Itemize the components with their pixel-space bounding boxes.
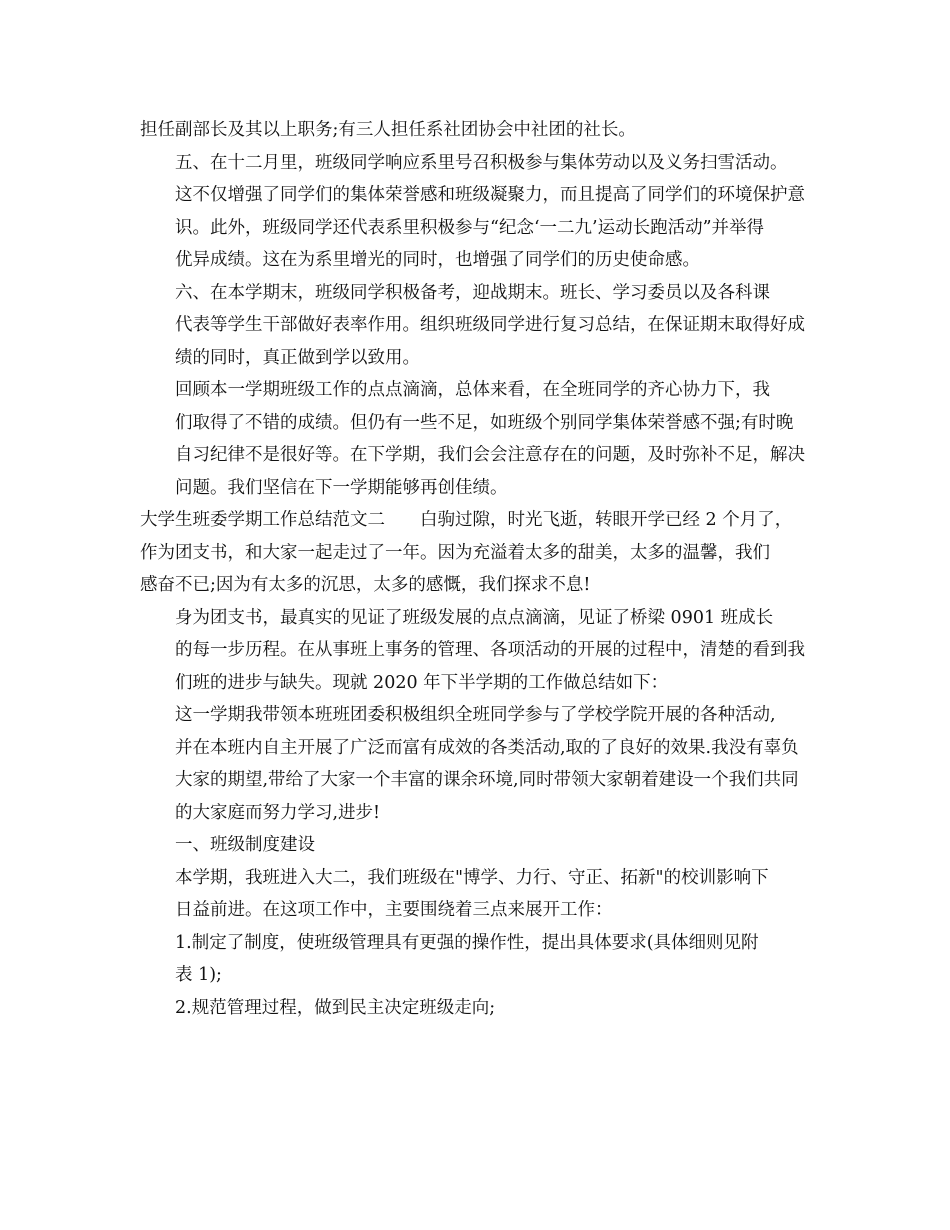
- text-line: 感奋不已;因为有太多的沉思，太多的感慨，我们探求不息!: [140, 575, 591, 595]
- paragraph: [140, 504, 812, 602]
- text-line: 担任副部长及其以上职务;有三人担任系社团协会中社团的社长。: [140, 120, 636, 140]
- text-line: 表 1);: [175, 965, 222, 985]
- text-line: 大家的期望,带给了大家一个丰富的课余环境,同时带领大家朝着建设一个我们共同: [175, 770, 799, 790]
- text-line: 1.制定了制度，使班级管理具有更强的操作性，提出具体要求(具体细则见附: [175, 932, 759, 953]
- text-line: 问题。我们坚信在下一学期能够再创佳绩。: [175, 477, 508, 498]
- text-line: 六、在本学期末，班级同学积极备考，迎战期末。班长、学习委员以及各科课: [175, 282, 770, 303]
- text-line: 作为团支书，和大家一起走过了一年。因为充溢着太多的甜美，太多的温馨，我们: [140, 542, 770, 563]
- paragraph: [140, 114, 812, 147]
- paragraph: [140, 602, 812, 700]
- text-line: 并在本班内自主开展了广泛而富有成效的各类活动,取的了良好的效果.我没有辜负: [175, 737, 799, 758]
- paragraph: [140, 699, 812, 829]
- text-line: 优异成绩。这在为系里增光的同时，也增强了同学们的历史使命感。: [175, 250, 700, 270]
- paragraph: [140, 277, 812, 375]
- text-line: 五、在十二月里，班级同学响应系里号召积极参与集体劳动以及义务扫雪活动。: [175, 152, 788, 173]
- text-line: 们取得了不错的成绩。但仍有一些不足，如班级个别同学集体荣誉感不强;有时晚: [175, 412, 794, 433]
- text-line: 大学生班委学期工作总结范文二 白驹过隙，时光飞逝，转眼开学已经 2 个月了，: [140, 510, 793, 530]
- text-line: 的每一步历程。在从事班上事务的管理、各项活动的开展的过程中，清楚的看到我: [175, 640, 805, 660]
- paragraph: [140, 927, 812, 992]
- paragraph: [140, 992, 812, 1025]
- text-line: 自习纪律不是很好等。在下学期，我们会会注意存在的问题，及时弥补不足，解决: [175, 445, 805, 465]
- text-line: 识。此外，班级同学还代表系里积极参与“纪念‘一二九’运动长跑活动”并举得: [175, 217, 765, 238]
- text-line: 的大家庭而努力学习,进步!: [175, 802, 381, 823]
- paragraph: [140, 374, 812, 504]
- text-line: 身为团支书，最真实的见证了班级发展的点点滴滴，见证了桥梁 0901 班成长: [175, 607, 774, 628]
- text-line: 们班的进步与缺失。现就 2020 年下半学期的工作做总结如下：: [175, 672, 669, 693]
- text-line: 这不仅增强了同学们的集体荣誉感和班级凝聚力，而且提高了同学们的环境保护意: [175, 185, 805, 205]
- text-line: 绩的同时，真正做到学以致用。: [175, 347, 420, 368]
- paragraph: [140, 147, 812, 277]
- document-body: [140, 114, 812, 1024]
- text-line: 日益前进。在这项工作中，主要围绕着三点来展开工作：: [175, 900, 613, 920]
- paragraph: [140, 862, 812, 927]
- text-line: 2.规范管理过程，做到民主决定班级走向;: [175, 997, 496, 1018]
- text-line: 本学期，我班进入大二，我们班级在"博学、力行、守正、拓新"的校训影响下: [175, 867, 769, 888]
- paragraph: [140, 829, 812, 862]
- text-line: 这一学期我带领本班班团委积极组织全班同学参与了学校学院开展的各种活动,: [175, 705, 776, 725]
- text-line: 回顾本一学期班级工作的点点滴滴，总体来看，在全班同学的齐心协力下，我: [175, 380, 770, 400]
- text-line: 代表等学生干部做好表率作用。组织班级同学进行复习总结，在保证期末取得好成: [175, 315, 805, 335]
- text-line: 一、班级制度建设: [175, 835, 315, 855]
